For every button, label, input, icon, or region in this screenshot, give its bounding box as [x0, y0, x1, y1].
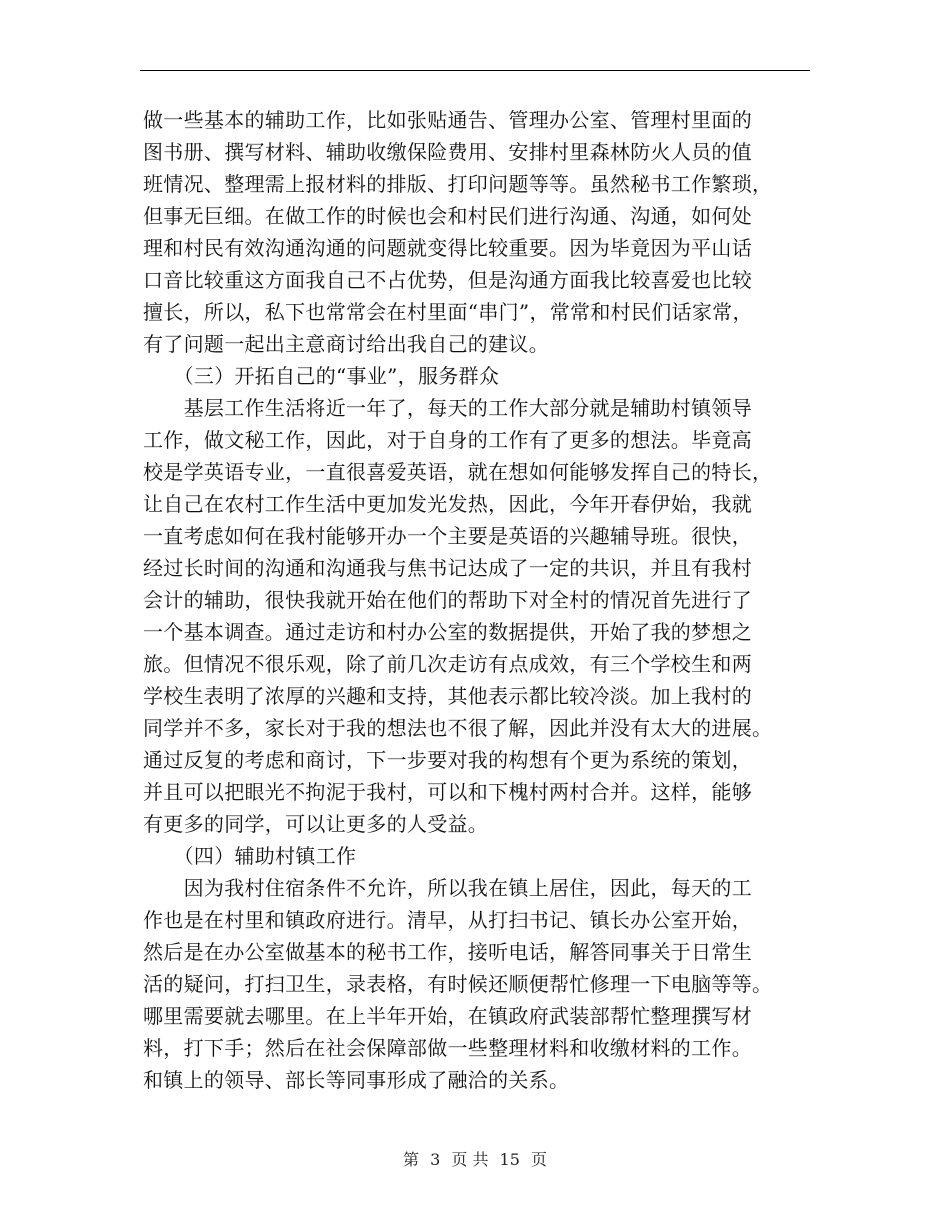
text-line: 口音比较重这方面我自己不占优势，但是沟通方面我比较喜爱也比较 [143, 268, 752, 292]
text-line: 有了问题一起出主意商讨给出我自己的建议。 [143, 332, 549, 356]
text-line: 会计的辅助，很快我就开始在他们的帮助下对全村的情况首先进行了 [143, 588, 752, 612]
text-line: 料，打下手；然后在社会保障部做一些整理材料和收缴材料的工作。 [143, 1036, 752, 1060]
text-line: 班情况、整理需上报材料的排版、打印问题等等。虽然秘书工作繁琐， [143, 172, 773, 196]
page-footer [0, 1147, 950, 1170]
text-line: 旅。但情况不很乐观，除了前几次走访有点成效，有三个学校生和两 [143, 652, 752, 676]
footer-total-pages: 15 [499, 1150, 520, 1169]
text-line: 让自己在农村工作生活中更加发光发热，因此，今年开春伊始，我就 [143, 492, 752, 516]
text-line: （四）辅助村镇工作 [143, 844, 357, 868]
text-line: 理和村民有效沟通沟通的问题就变得比较重要。因为毕竟因为平山话 [143, 236, 752, 260]
text-line: 有更多的同学，可以让更多的人受益。 [143, 812, 489, 836]
text-line: 哪里需要就去哪里。在上半年开始，在镇政府武装部帮忙整理撰写材 [143, 1004, 752, 1028]
header-rule [140, 70, 810, 71]
text-line: 然后是在办公室做基本的秘书工作，接听电话，解答同事关于日常生 [143, 940, 752, 964]
footer-page-number: 3 [430, 1150, 441, 1169]
text-line: （三）开拓自己的“事业”，服务群众 [143, 364, 500, 388]
text-line: 通过反复的考虑和商讨，下一步要对我的构想有个更为系统的策划， [143, 748, 752, 772]
text-line: 但事无巨细。在做工作的时候也会和村民们进行沟通、沟通，如何处 [143, 204, 752, 228]
text-line: 学校生表明了浓厚的兴趣和支持，其他表示都比较冷淡。加上我村的 [143, 684, 752, 708]
text-line: 经过长时间的沟通和沟通我与焦书记达成了一定的共识，并且有我村 [143, 556, 752, 580]
text-line: 一直考虑如何在我村能够开办一个主要是英语的兴趣辅导班。很快， [143, 524, 752, 548]
text-line: 擅长，所以，私下也常常会在村里面“串门”，常常和村民们话家常， [143, 300, 753, 324]
text-line: 因为我村住宿条件不允许，所以我在镇上居住，因此，每天的工 [143, 876, 752, 900]
text-line: 校是学英语专业，一直很喜爱英语，就在想如何能够发挥自己的特长， [143, 460, 773, 484]
text-line: 同学并不多，家长对于我的想法也不很了解，因此并没有太大的进展。 [143, 716, 773, 740]
text-line: 工作，做文秘工作，因此，对于自身的工作有了更多的想法。毕竟高 [143, 428, 752, 452]
text-line: 图书册、撰写材料、辅助收缴保险费用、安排村里森林防火人员的值 [143, 140, 752, 164]
footer-suffix: 页 [531, 1150, 548, 1169]
text-line: 活的疑问，打扫卫生，录表格，有时候还顺便帮忙修理一下电脑等等。 [143, 972, 773, 996]
text-line: 和镇上的领导、部长等同事形成了融洽的关系。 [143, 1068, 570, 1092]
footer-prefix: 第 [402, 1150, 419, 1169]
text-line: 并且可以把眼光不拘泥于我村，可以和下槐村两村合并。这样，能够 [143, 780, 752, 804]
text-line: 作也是在村里和镇政府进行。清早，从打扫书记、镇长办公室开始， [143, 908, 752, 932]
text-line: 基层工作生活将近一年了，每天的工作大部分就是辅助村镇领导 [143, 396, 752, 420]
footer-mid: 页 共 [451, 1150, 489, 1169]
text-line: 做一些基本的辅助工作，比如张贴通告、管理办公室、管理村里面的 [143, 108, 752, 132]
text-line: 一个基本调查。通过走访和村办公室的数据提供，开始了我的梦想之 [143, 620, 752, 644]
document-body [143, 104, 813, 1096]
